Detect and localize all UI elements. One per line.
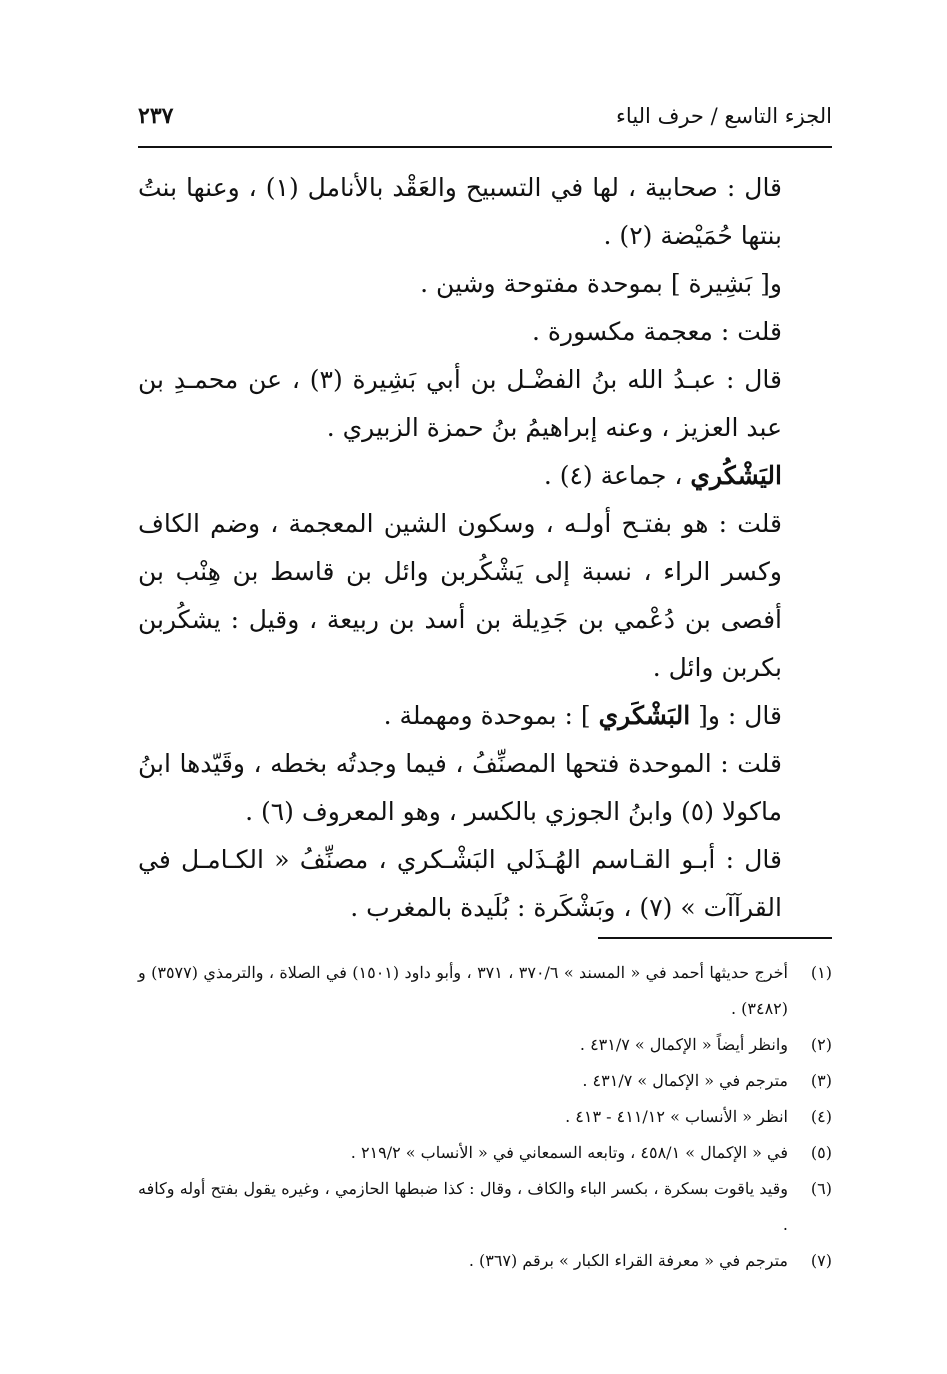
footnote (138, 1135, 832, 1171)
paragraph-3: قلت : معجمة مكسورة . (532, 317, 782, 346)
footnote-text: أخرج حديثها أحمد في « المسند » ٣٧٠/٦ ، ٣٧١ ، وأبو داود (١٥٠١) في الصلاة ، والترمذي (٣٥٧٧) و (٣٤٨٢) . (138, 963, 789, 1018)
paragraph-7 (138, 692, 832, 740)
entry-heading-bashkari: البَشْكَري (598, 701, 691, 730)
paragraph-2: و[ بَشِيرة ] بموحدة مفتوحة وشين . (420, 269, 782, 298)
footnote-text: انظر « الأنساب » ٤١١/١٢ - ٤١٣ . (565, 1107, 788, 1126)
footnote-text: مترجم في « معرفة القراء الكبار » برقم (٣٦٧) . (468, 1251, 788, 1270)
paragraph-7-post: ] : بموحدة ومهملة . (383, 701, 599, 730)
footnote-rule (598, 937, 832, 939)
paragraph-4: قال : عبـدُ الله بنُ الفضْـل بن أبي بَشِيرة (٣) ، عن محمـدِ بن عبد العزيز ، وعنه إبراهيمُ بنُ حمزة الزبيري . (138, 365, 782, 442)
main-text (138, 164, 832, 932)
footnote (138, 955, 832, 1027)
footnote-number: (٧) (810, 1251, 832, 1270)
footnote (138, 1063, 832, 1099)
footnotes (138, 955, 832, 1279)
footnote (138, 1171, 832, 1243)
running-header (138, 96, 832, 146)
header-title: الجزء التاسع / حرف الياء (616, 104, 832, 128)
footnote (138, 1027, 832, 1063)
entry-heading-yashkuri: اليَشْكُري (690, 461, 782, 490)
footnote-number: (٥) (810, 1143, 832, 1162)
footnote (138, 1243, 832, 1279)
page-number: ٢٣٧ (138, 103, 174, 129)
paragraph-9: قال : أبـو القـاسم الهُـذَلي البَشْـكري ، مصنِّفُ « الكـامـل في القرآآت » (٧) ، وبَشْكَرة : بُلَيدة بالمغرب . (138, 845, 782, 922)
footnote-text: في « الإكمال » ٤٥٨/١ ، وتابعه السمعاني في « الأنساب » ٢١٩/٢ . (350, 1143, 788, 1162)
footnote-number: (١) (810, 963, 833, 982)
paragraph-5 (138, 452, 832, 500)
paragraph-6: قلت : هو بفتـح أولـه ، وسكون الشين المعجمة ، وضم الكاف وكسر الراء ، نسبة إلى يَشْكُربن وائل بن قاسط بن هِنْب بن أفصى بن دُعْمي بن جَدِيلة بن أسد بن ربيعة ، وقيل : يشكُربن بكربن وائل . (138, 509, 782, 682)
header-rule (138, 146, 832, 148)
footnote (138, 1099, 832, 1135)
footnote-number: (٣) (810, 1071, 832, 1090)
footnote-number: (٢) (810, 1035, 832, 1054)
paragraph-5-text: ، جماعة (٤) . (543, 461, 691, 490)
footnote-text: وانظر أيضاً « الإكمال » ٤٣١/٧ . (579, 1035, 788, 1054)
footnote-number: (٤) (810, 1107, 832, 1126)
paragraph-1: قال : صحابية ، لها في التسبيح والعَقْد بالأنامل (١) ، وعنها بنتُ بنتها حُمَيْضة (٢) . (138, 173, 783, 250)
footnote-text: مترجم في « الإكمال » ٤٣١/٧ . (582, 1071, 788, 1090)
paragraph-8: قلت : الموحدة فتحها المصنِّفُ ، فيما وجدتُه بخطه ، وقَيّدها ابنُ ماكولا (٥) وابنُ الجوزي بالكسر ، وهو المعروف (٦) . (138, 749, 782, 826)
footnote-text: وقيد ياقوت بسكرة ، بكسر الباء والكاف ، وقال : كذا ضبطها الحازمي ، وغيره يقول بفتح أوله وكافه . (138, 1179, 788, 1234)
footnote-number: (٦) (810, 1179, 832, 1198)
paragraph-7-pre: قال : و[ (690, 701, 782, 730)
